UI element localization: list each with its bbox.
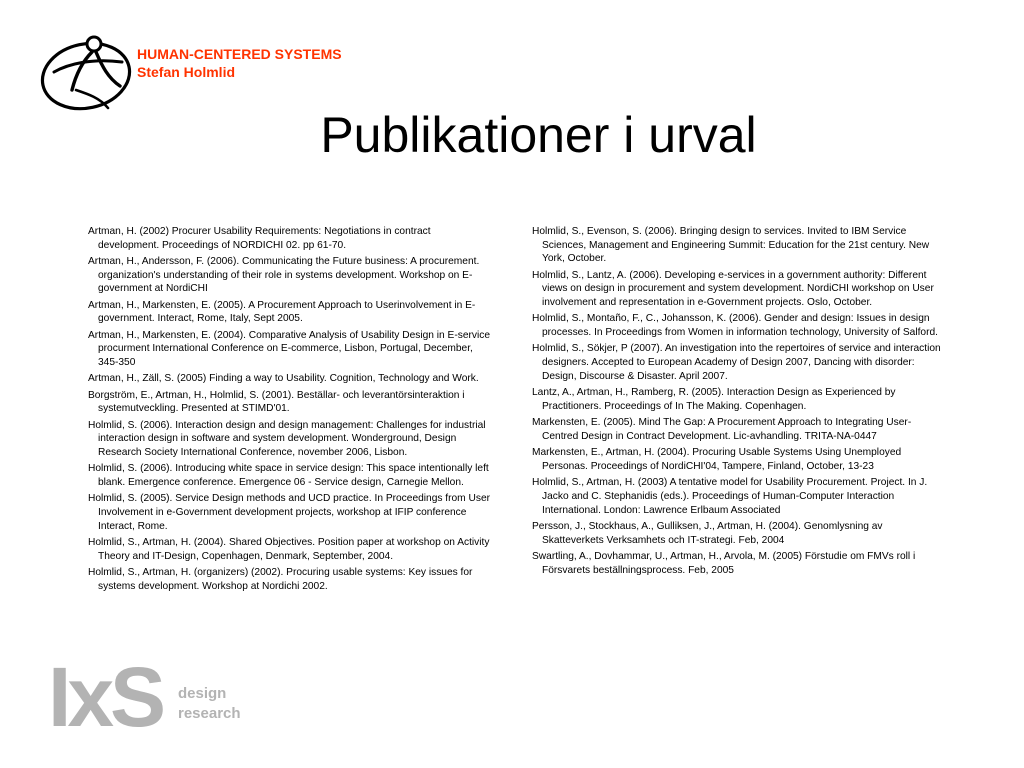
reference-item: Holmlid, S., Lantz, A. (2006). Developing e-services in a government authority: Different views on design in procurement and system development. NordiCHI workshop on User involvement and representation in e-Government projects. Oslo, October.: [532, 269, 934, 309]
reference-item: Holmlid, S., Montaño, F., C., Johansson, K. (2006). Gender and design: Issues in design processes. In Proceedings from Women in information technology, University of Salford.: [532, 313, 938, 339]
reference-item: Persson, J., Stockhaus, A., Gulliksen, J., Artman, H. (2004). Genomlysning av Skatteverkets Verksamhets och IT-strategi. Feb, 2004: [532, 520, 883, 546]
reference-item: Markensten, E. (2005). Mind The Gap: A Procurement Approach to Integrating User-Centred Design in Contract Development. Lic-avhandling. TRITA-NA-0447: [532, 417, 912, 442]
reference-item: Artman, H., Andersson, F. (2006). Communicating the Future business: A procurement. organization's understanding of their role in systems development. Workshop on E-government at NordiCHI: [88, 256, 480, 295]
reference-item: Holmlid, S., Artman, H. (2003) A tentative model for Usability Procurement. Project. In J. Jacko and C. Stephanidis (eds.). Proceedings of Human-Computer Interaction International. London: Lawrence Erlbaum Associated: [532, 477, 928, 516]
reference-item: Holmlid, S., Artman, H. (2004). Shared Objectives. Position paper at workshop on Activity Theory and IT-Design, Copenhagen, Denmark, September, 2004.: [88, 537, 490, 562]
reference-item: Artman, H., Markensten, E. (2004). Comparative Analysis of Usability Design in E-service procurment International Conference on E-commerce, Lisbon, Portugal, December, 345-350: [88, 329, 490, 369]
reference-item: Lantz, A., Artman, H., Ramberg, R. (2005). Interaction Design as Experienced by Practitioners. Proceedings of In The Making. Copenhagen.: [532, 387, 896, 412]
logo-line1: design: [178, 685, 227, 702]
logo-line2: research: [178, 705, 241, 722]
page-title: Publikationer i urval: [320, 107, 757, 163]
reference-list-left: [88, 225, 493, 596]
reference-item: Artman, H., Zäll, S. (2005) Finding a way to Usability. Cognition, Technology and Work.: [88, 373, 479, 385]
reference-list-right: [532, 225, 942, 580]
org-header: [137, 45, 342, 81]
logo-mark: IxS: [48, 656, 163, 734]
reference-item: Borgström, E., Artman, H., Holmlid, S. (2001). Beställar- och leverantörsinteraktion i systemutveckling. Presented at STIMD'01.: [88, 389, 465, 415]
reference-item: Holmlid, S. (2005). Service Design methods and UCD practice. In Proceedings from User Involvement in e-Government development projects, workshop at IFIP conference Interact, Rome.: [88, 493, 491, 532]
ixs-design-research-logo: [48, 656, 248, 734]
reference-item: Holmlid, S. (2006). Introducing white space in service design: This space intentionally left blank. Emergence conference. Emergence 06 - Service design, Carnegie Mellon.: [88, 463, 489, 489]
reference-item: Holmlid, S., Sökjer, P (2007). An investigation into the repertoires of service and interaction designers. Accepted to European Academy of Design 2007, Dancing with disorder: Design, Discourse & Disaster. April 2007.: [532, 343, 941, 382]
reference-item: Artman, H., Markensten, E. (2005). A Procurement Approach to Userinvolvement in E-government. Interact, Rome, Italy, Sept 2005.: [88, 299, 476, 325]
author-name: Stefan Holmlid: [137, 64, 236, 80]
reference-item: Artman, H. (2002) Procurer Usability Requirements: Negotiations in contract development. Proceedings of NORDICHI 02. pp 61-70.: [88, 226, 431, 251]
reference-item: Holmlid, S., Evenson, S. (2006). Bringing design to services. Invited to IBM Service Sciences, Management and Engineering Summit: Education for the 21st century. New York, October.: [532, 226, 930, 265]
reference-item: Holmlid, S. (2006). Interaction design and design management: Challenges for industrial interaction design in software and system development. Wonderground, Design Research Society International Conference, november 2006, Lisbon.: [88, 419, 486, 459]
reference-item: Holmlid, S., Artman, H. (organizers) (2002). Procuring usable systems: Key issues for systems development. Workshop at Nordichi 2002.: [88, 567, 473, 592]
org-name: HUMAN-CENTERED SYSTEMS: [137, 46, 342, 62]
reference-item: Markensten, E., Artman, H. (2004). Procuring Usable Systems Using Unemployed Personas. Proceedings of NordiCHI'04, Tampere, Finland, October, 13-23: [532, 447, 902, 472]
reference-item: Swartling, A., Dovhammar, U., Artman, H., Arvola, M. (2005) Förstudie om FMVs roll i Försvarets beställningsprocess. Feb, 2005: [532, 550, 916, 576]
